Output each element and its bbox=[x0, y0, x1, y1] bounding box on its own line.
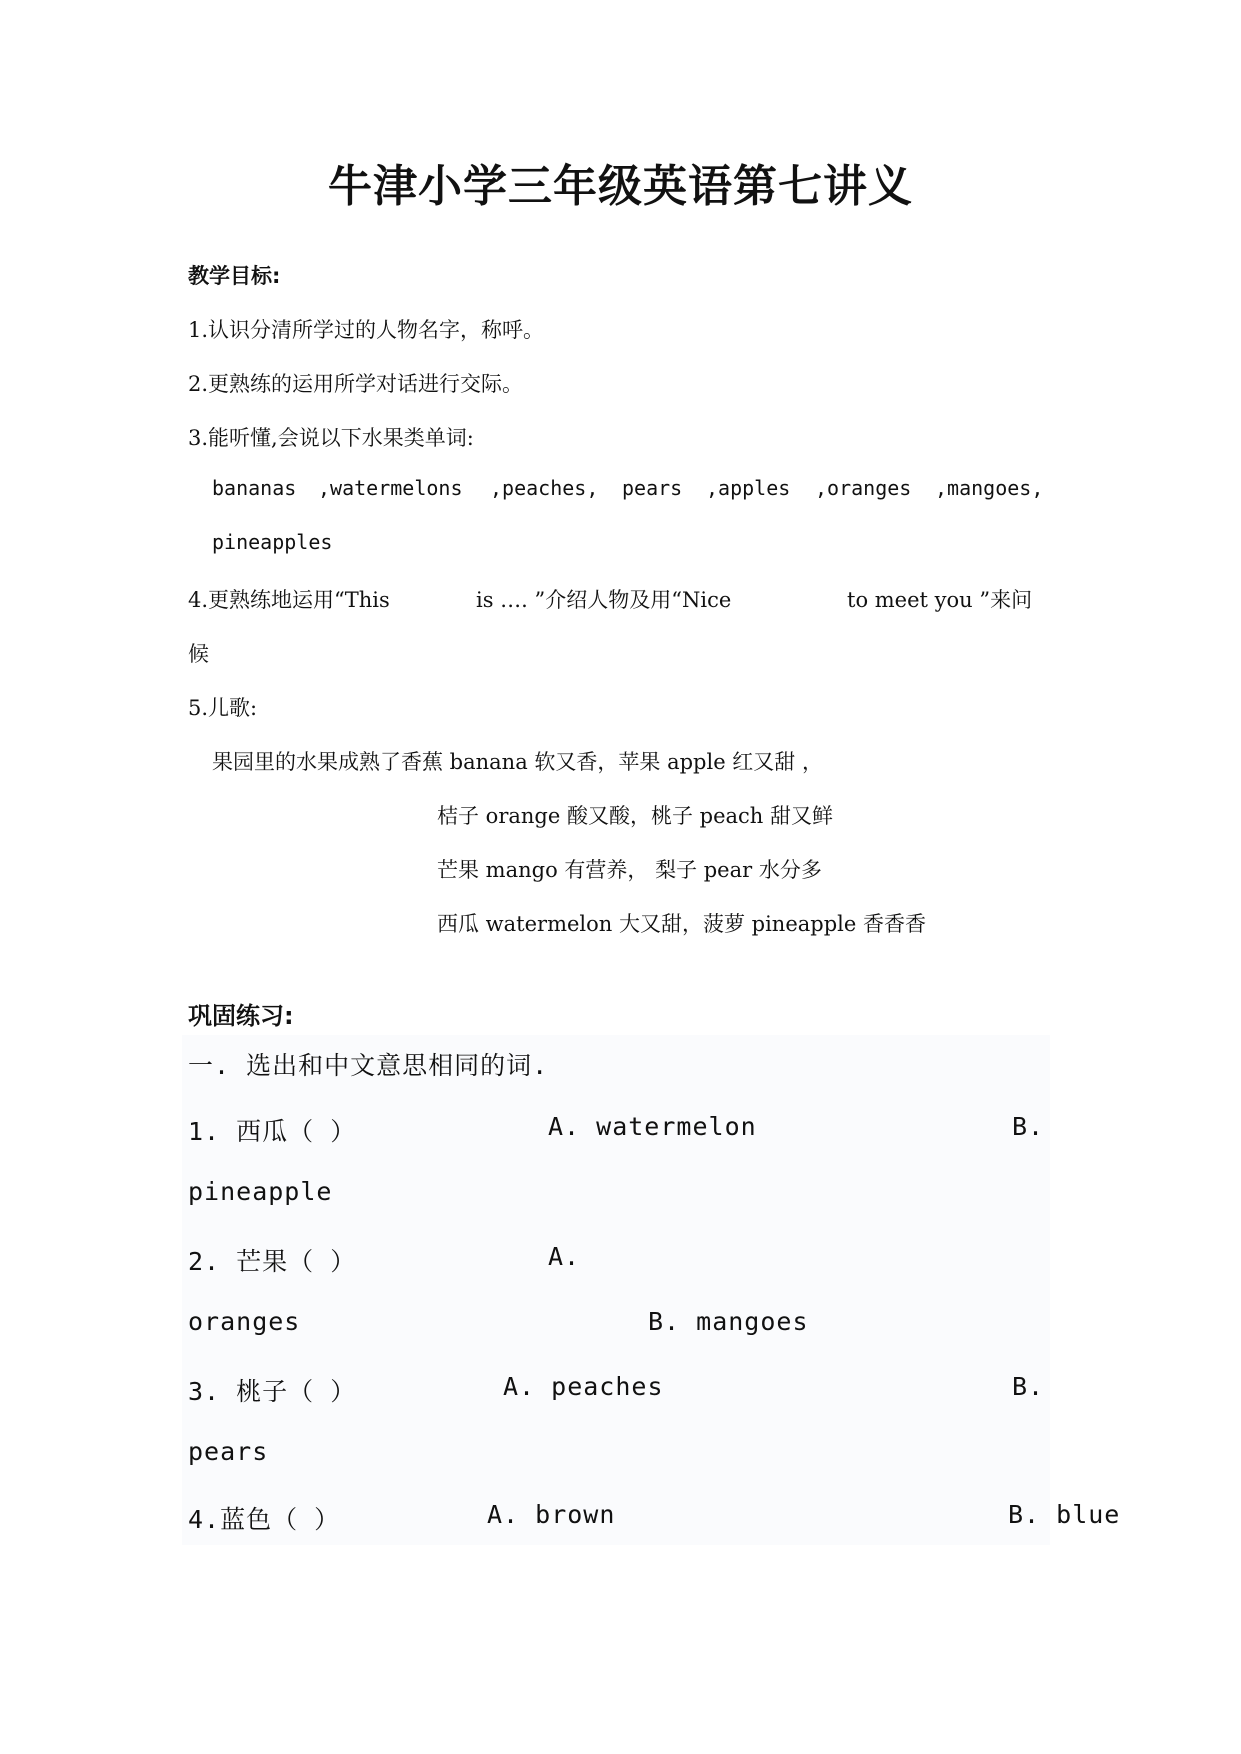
question-2-option-a-label: A. bbox=[548, 1242, 581, 1271]
song-line-3: 芒果 mango 有营养， 梨子 pear 水分多 bbox=[437, 858, 822, 882]
fruit-word: ,watermelons bbox=[318, 476, 463, 500]
question-4-option-a: A. brown bbox=[487, 1500, 616, 1529]
fruit-word: ,peaches, bbox=[490, 476, 599, 500]
song-line-4: 西瓜 watermelon 大又甜，菠萝 pineapple 香香香 bbox=[437, 912, 926, 936]
objective-item-4-part1: 4.更熟练地运用“This bbox=[188, 588, 390, 612]
objective-item-1: 1.认识分清所学过的人物名字，称呼。 bbox=[188, 318, 545, 342]
question-1-option-a: A. watermelon bbox=[548, 1112, 757, 1141]
question-3-option-a: A. peaches bbox=[503, 1372, 664, 1401]
question-1-option-b-text: pineapple bbox=[188, 1177, 333, 1206]
song-line-2: 桔子 orange 酸又酸，桃子 peach 甜又鲜 bbox=[437, 804, 833, 828]
fruit-word: ,apples bbox=[706, 476, 791, 500]
objective-item-4-part3: to meet you ”来问 bbox=[847, 588, 1033, 612]
question-2-option-b: B. mangoes bbox=[648, 1307, 809, 1336]
objectives-heading: 教学目标: bbox=[188, 264, 281, 288]
objective-item-4-wrap: 候 bbox=[188, 642, 209, 666]
page-title: 牛津小学三年级英语第七讲义 bbox=[328, 161, 913, 212]
question-3-stem: 3. 桃子（ ） bbox=[188, 1377, 357, 1406]
practice-heading: 巩固练习: bbox=[188, 1002, 294, 1030]
objective-item-5: 5.儿歌: bbox=[188, 696, 258, 720]
objective-item-3: 3.能听懂,会说以下水果类单词: bbox=[188, 426, 474, 450]
question-2-option-a-text: oranges bbox=[188, 1307, 301, 1336]
fruit-word: ,oranges bbox=[815, 476, 912, 500]
question-1-stem: 1. 西瓜（ ） bbox=[188, 1117, 357, 1146]
question-1-option-b-label: B. bbox=[1012, 1112, 1045, 1141]
question-2-stem: 2. 芒果（ ） bbox=[188, 1247, 357, 1276]
fruit-word-line2: pineapples bbox=[212, 530, 333, 554]
objective-item-2: 2.更熟练的运用所学对话进行交际。 bbox=[188, 372, 524, 396]
fruit-word: ,mangoes, bbox=[935, 476, 1044, 500]
question-3-option-b-text: pears bbox=[188, 1437, 269, 1466]
fruit-word: bananas bbox=[212, 476, 297, 500]
objective-item-4-part2: is …. ”介绍人物及用“Nice bbox=[476, 588, 732, 612]
question-4-stem: 4.蓝色（ ） bbox=[188, 1505, 341, 1534]
song-line-1: 果园里的水果成熟了香蕉 banana 软又香，苹果 apple 红又甜 ， bbox=[212, 750, 823, 774]
exercise-instruction: 一. 选出和中文意思相同的词. bbox=[188, 1051, 549, 1080]
question-3-option-b-label: B. bbox=[1012, 1372, 1045, 1401]
fruit-word: pears bbox=[622, 476, 683, 500]
question-4-option-b: B. blue bbox=[1008, 1500, 1121, 1529]
